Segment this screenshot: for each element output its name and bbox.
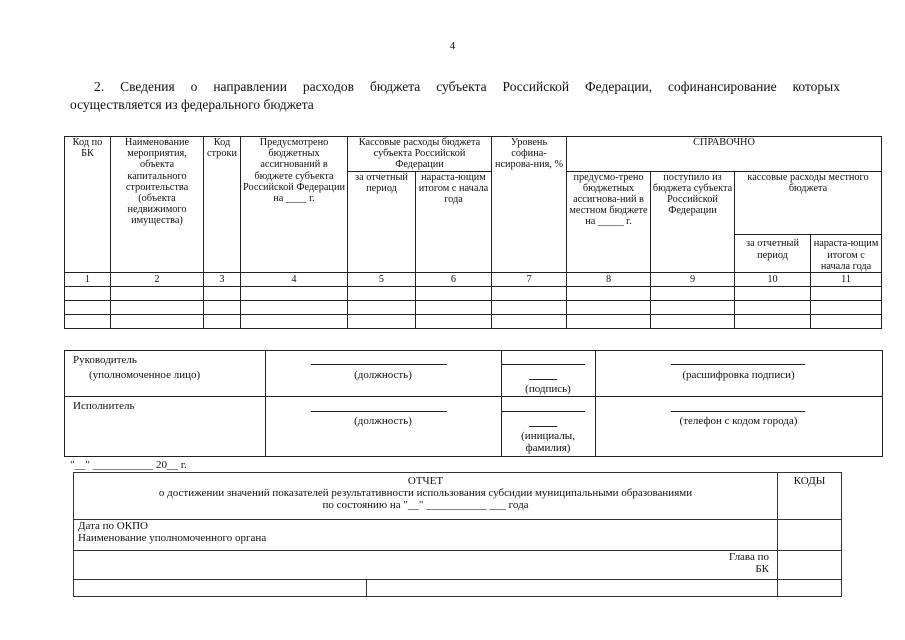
header-local-cash-cumulative: нараста-ющим итогом с начала года	[811, 235, 882, 273]
okpo-label: Дата по ОКПО	[78, 520, 148, 532]
col-number: 2	[111, 273, 204, 287]
report-as-of: по состоянию на "__" ___________ ___ года	[322, 499, 529, 511]
header-planned: Предусмотрено бюджетных ассигнований в бюджете субъекта Российской Федерации на ____ г.	[241, 137, 348, 273]
page-number: 4	[449, 40, 456, 52]
form-cell	[367, 580, 778, 597]
table-row	[65, 287, 882, 301]
header-cash-group: Кассовые расходы бюджета субъекта Российской Федерации	[348, 137, 492, 172]
report-form	[73, 472, 842, 597]
header-row-code: Код строки	[204, 137, 241, 273]
date-line: "__" ___________ 20__ г.	[70, 459, 187, 471]
col-number: 3	[204, 273, 241, 287]
section-heading	[70, 78, 840, 114]
table-row	[65, 315, 882, 329]
authority-label: Наименование уполномоченного органа	[78, 532, 267, 544]
col-number: 9	[651, 273, 735, 287]
col-number: 6	[416, 273, 492, 287]
header-local-planned: предусмо-трено бюджетных ассигнова-ний в местном бюджете на _____ г.	[567, 171, 651, 272]
form-cell	[74, 580, 367, 597]
header-local-cash-period: за отчетный период	[735, 235, 811, 273]
code-cell	[778, 551, 842, 580]
head-sublabel: (уполномоченное лицо)	[89, 369, 201, 381]
glava-row	[74, 551, 778, 580]
heading-line-1: 2. Сведения о направлении расходов бюджета субъекта Российской Федерации, софинансирование которых	[94, 79, 840, 94]
col-number: 1	[65, 273, 111, 287]
table-row	[65, 301, 882, 315]
decoding-caption: (расшифровка подписи)	[682, 369, 795, 381]
report-header	[74, 473, 778, 520]
col-number: 7	[492, 273, 567, 287]
header-received: поступило из бюджета субъекта Российской Федерации	[651, 171, 735, 272]
col-number: 4	[241, 273, 348, 287]
glava-label: Глава по БК	[729, 551, 770, 575]
phone-caption: (телефон с кодом города)	[679, 415, 798, 427]
heading-line-2: осуществляется из федерального бюджета	[70, 97, 314, 112]
header-reference: СПРАВОЧНО	[567, 137, 882, 172]
header-local-cash-group: кассовые расходы местного бюджета	[735, 171, 882, 235]
code-cell	[778, 520, 842, 551]
col-number: 5	[348, 273, 416, 287]
executor-label: Исполнитель	[73, 400, 135, 412]
report-title: ОТЧЕТ	[407, 475, 444, 487]
header-cash-cumulative: нараста-ющим итогом с начала года	[416, 171, 492, 272]
code-cell	[778, 580, 842, 597]
position-caption: (должность)	[354, 369, 412, 381]
signature-block	[64, 350, 883, 457]
report-subtitle: о достижении значений показателей результативности использования субсидии муниципальными образованиями	[158, 487, 693, 499]
signature-caption: (подпись)	[525, 383, 571, 395]
executor-position-caption: (должность)	[354, 415, 412, 427]
okpo-row	[74, 520, 778, 551]
codes-header: КОДЫ	[778, 473, 842, 520]
header-code-bk: Код по БК	[65, 137, 111, 273]
col-number: 11	[811, 273, 882, 287]
col-number: 10	[735, 273, 811, 287]
expenditure-table	[64, 136, 882, 329]
header-cash-period: за отчетный период	[348, 171, 416, 272]
header-name: Наименование мероприятия, объекта капитального строительства (объекта недвижимого имущества)	[111, 137, 204, 273]
head-label: Руководитель	[73, 354, 137, 366]
header-cofin-level: Уровень софина-нсирова-ния, %	[492, 137, 567, 273]
initials-caption: (инициалы, фамилия)	[521, 430, 575, 454]
col-number: 8	[567, 273, 651, 287]
